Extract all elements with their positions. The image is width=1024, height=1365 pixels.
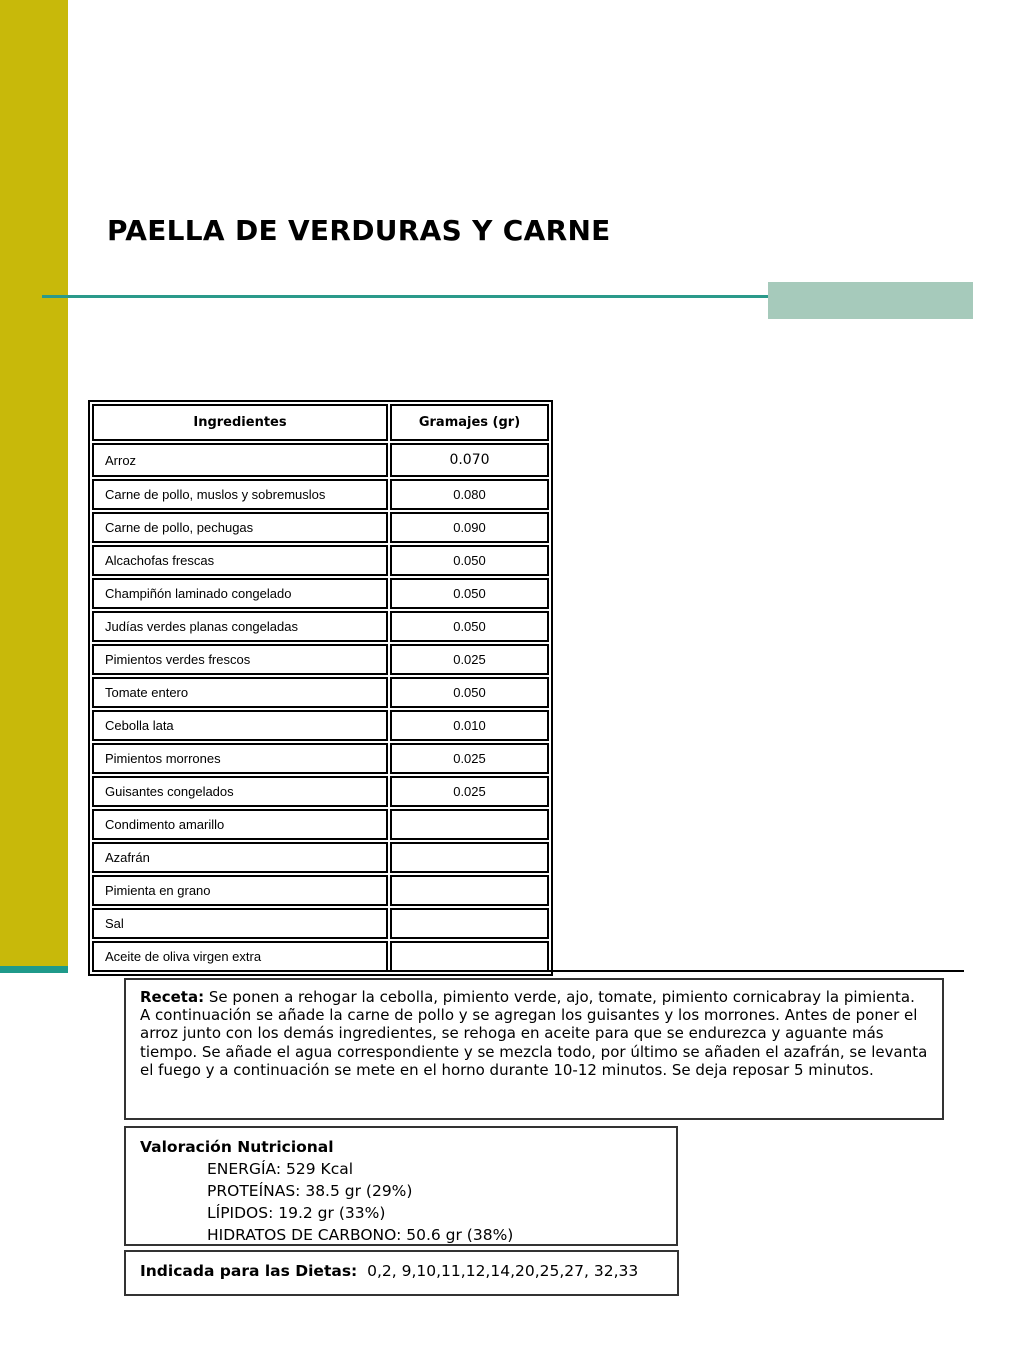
nutrition-energy: ENERGÍA: 529 Kcal	[207, 1160, 354, 1178]
ingredient-name: Arroz	[92, 443, 388, 477]
ingredient-name: Sal	[92, 908, 388, 939]
header-ingredients: Ingredientes	[92, 404, 388, 441]
ingredient-name: Champiñón laminado congelado	[92, 578, 388, 609]
ingredient-grams	[390, 809, 549, 840]
ingredient-grams: 0.050	[390, 677, 549, 708]
table-row	[92, 710, 549, 741]
side-accent-bar	[0, 0, 68, 968]
ingredient-grams: 0.025	[390, 743, 549, 774]
ingredient-name: Condimento amarillo	[92, 809, 388, 840]
ingredient-grams: 0.050	[390, 578, 549, 609]
ingredient-name: Guisantes congelados	[92, 776, 388, 807]
table-row	[92, 677, 549, 708]
side-accent-foot	[0, 966, 68, 973]
ingredients-table	[88, 400, 553, 976]
table-row	[92, 908, 549, 939]
ingredient-name: Judías verdes planas congeladas	[92, 611, 388, 642]
ingredient-grams: 0.025	[390, 776, 549, 807]
table-row	[92, 545, 549, 576]
nutrition-lipids: LÍPIDOS: 19.2 gr (33%)	[207, 1204, 386, 1222]
ingredient-name: Carne de pollo, muslos y sobremuslos	[92, 479, 388, 510]
diets-box	[124, 1250, 679, 1296]
ingredient-name: Cebolla lata	[92, 710, 388, 741]
ingredient-grams: 0.050	[390, 611, 549, 642]
title-accent-box	[768, 282, 973, 319]
ingredient-name: Aceite de oliva virgen extra	[92, 941, 388, 972]
ingredient-name: Alcachofas frescas	[92, 545, 388, 576]
table-row	[92, 611, 549, 642]
ingredient-name: Tomate entero	[92, 677, 388, 708]
ingredient-grams: 0.010	[390, 710, 549, 741]
table-row	[92, 875, 549, 906]
table-row	[92, 743, 549, 774]
ingredient-grams: 0.025	[390, 644, 549, 675]
ingredient-grams	[390, 908, 549, 939]
ingredient-grams: 0.050	[390, 545, 549, 576]
nutrition-heading: Valoración Nutricional	[140, 1138, 334, 1156]
section-divider	[115, 970, 964, 972]
diets-label: Indicada para las Dietas:	[140, 1262, 358, 1280]
ingredient-grams	[390, 842, 549, 873]
ingredient-grams: 0.080	[390, 479, 549, 510]
ingredient-grams: 0.070	[390, 443, 549, 477]
ingredient-grams	[390, 875, 549, 906]
nutrition-carbohydrates: HIDRATOS DE CARBONO: 50.6 gr (38%)	[207, 1226, 514, 1244]
page-title: PAELLA DE VERDURAS Y CARNE	[107, 214, 611, 247]
recipe-text: Se ponen a rehogar la cebolla, pimiento verde, ajo, tomate, pimiento cornicabray la pimienta. A continuación se añade la carne de pollo y se agregan los guisantes y los morrones. Antes de poner el arroz junto con los demás ingredientes, se rehoga en aceite para que se endurezca y aguante más tiempo. Se añade el agua correspondiente y se mezcla todo, por último se añaden el azafrán, se levanta el fuego y a continuación se mete en el horno durante 10-12 minutos. Se deja reposar 5 minutos.	[140, 988, 928, 1079]
table-row	[92, 578, 549, 609]
table-row	[92, 776, 549, 807]
table-row	[92, 512, 549, 543]
ingredient-name: Carne de pollo, pechugas	[92, 512, 388, 543]
recipe-box	[124, 978, 944, 1120]
ingredient-name: Azafrán	[92, 842, 388, 873]
ingredient-grams: 0.090	[390, 512, 549, 543]
ingredient-name: Pimientos morrones	[92, 743, 388, 774]
table-row	[92, 842, 549, 873]
ingredient-name: Pimienta en grano	[92, 875, 388, 906]
nutrition-proteins: PROTEÍNAS: 38.5 gr (29%)	[207, 1182, 413, 1200]
table-row	[92, 644, 549, 675]
ingredient-grams	[390, 941, 549, 972]
table-row	[92, 809, 549, 840]
recipe-label: Receta:	[140, 988, 205, 1006]
ingredient-name: Pimientos verdes frescos	[92, 644, 388, 675]
table-row	[92, 443, 549, 477]
table-header-row	[92, 404, 549, 441]
header-grams: Gramajes (gr)	[390, 404, 549, 441]
table-row	[92, 941, 549, 972]
table-row	[92, 479, 549, 510]
nutrition-box	[124, 1126, 678, 1246]
diets-value: 0,2, 9,10,11,12,14,20,25,27, 32,33	[367, 1262, 639, 1280]
